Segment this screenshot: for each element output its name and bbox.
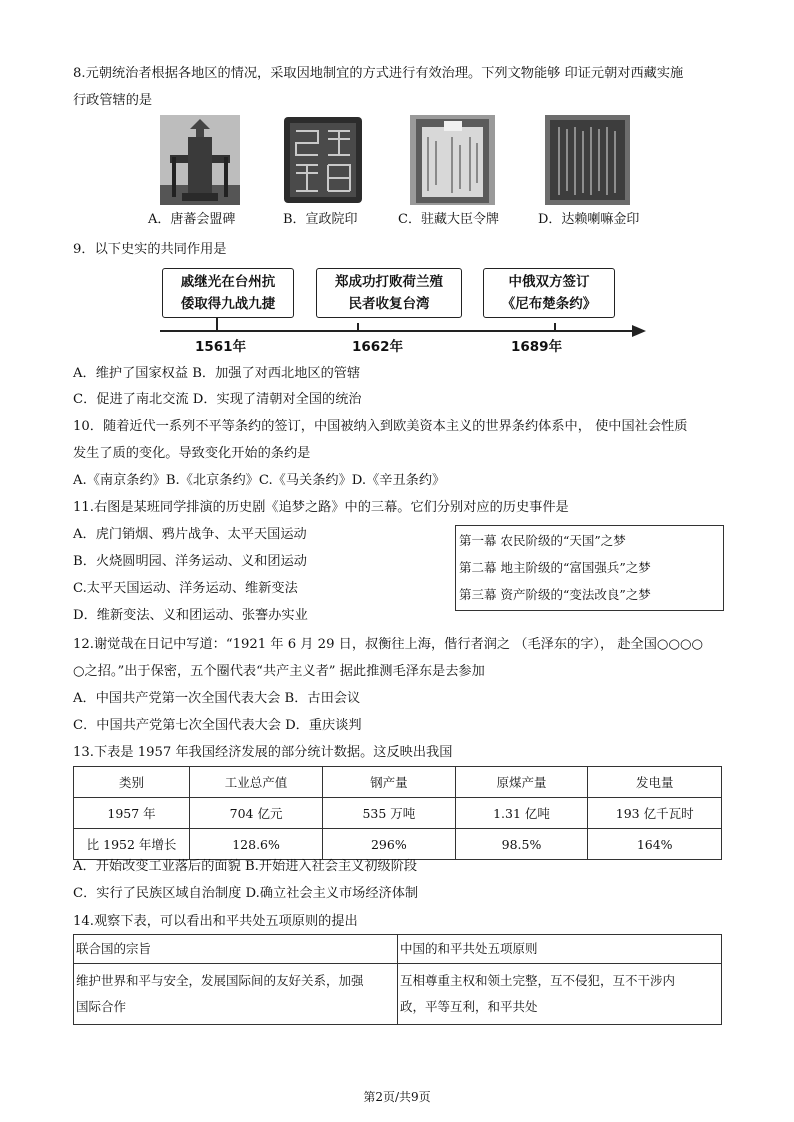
table-header-row [74,935,722,964]
principles-table [73,934,722,1025]
header-cell: 中国的和平共处五项原则 [397,935,721,964]
timeline-event-1 [162,268,294,318]
timeline-event-3 [483,268,615,318]
table-cell: 98.5% [455,829,588,860]
q14-stem: 14.观察下表，可以看出和平共处五项原则的提出 [73,914,358,929]
event-1-line2: 倭取得九战九捷 [180,296,276,312]
q9-options-cd: C．促进了南北交流 D．实现了清朝对全国的统治 [73,392,362,407]
principles-line1: 互相尊重主权和领土完整，互不侵犯，互不干涉内 [399,973,675,988]
q9-options-ab: A．维护了国家权益 B．加强了对西北地区的管辖 [73,366,361,381]
year-label-1561: 1561年 [195,339,247,355]
page-number: 第2页/共9页 [363,1090,431,1104]
q12-options-cd: C．中国共产党第七次全国代表大会 D．重庆谈判 [73,718,362,733]
q11-stem: 11.右图是某班同学排演的历史剧《追梦之路》中的三幕。它们分别对应的历史事件是 [73,500,569,515]
table-cell: 1957 年 [74,798,190,829]
q11-option-b: B．火烧圆明园、洋务运动、义和团运动 [73,554,307,569]
table-cell: 704 亿元 [190,798,323,829]
q11-option-d: D．维新变法、义和团运动、张謇办实业 [73,608,308,623]
q8-option-a: A．唐蕃会盟碑 [148,212,236,227]
q11-option-c: C.太平天国运动、洋务运动、维新变法 [73,581,298,596]
q13-options-ab: A．开始改变工业落后的面貌 B.开始进入社会主义初级阶段 [73,859,418,874]
q12-stem-line1: 12.谢觉哉在日记中写道：“1921 年 6 月 29 日，叔衡往上海，偕行者润之 （毛泽东的字）， 赴全国○○○○ [73,637,703,652]
header-cell: 类别 [74,767,190,798]
act-2: 第二幕 地主阶级的“富国强兵”之梦 [459,560,651,575]
q8-stem-line2: 行政管辖的是 [73,93,153,108]
year-label-1662: 1662年 [352,339,404,355]
resident-official-tablet-image [410,115,495,205]
table-row [74,964,722,1025]
q8-option-d: D．达赖喇嘛金印 [538,212,640,227]
q13-options-cd: C．实行了民族区域自治制度 D.确立社会主义市场经济体制 [73,886,419,901]
timeline-event-2 [316,268,462,318]
table-cell [74,964,398,1025]
drama-acts-box [455,525,724,611]
q10-options: A.《南京条约》B.《北京条约》C.《马关条约》D.《辛丑条约》 [73,473,446,488]
un-purpose-line2: 国际合作 [76,999,127,1014]
event-3-line2: 《尼布楚条约》 [501,296,597,312]
q8-option-c: C．驻藏大臣令牌 [398,212,499,227]
q10-stem-line2: 发生了质的变化。导致变化开始的条约是 [73,446,311,461]
header-cell: 发电量 [588,767,722,798]
q9-stem: 9．以下史实的共同作用是 [73,242,227,257]
principles-line2: 政，平等互利，和平共处 [399,999,538,1014]
table-cell: 164% [588,829,722,860]
header-cell: 联合国的宗旨 [74,935,398,964]
q12-stem-line2: ○之招。”出于保密，五个圈代表“共产主义者” 据此推测毛泽东是去参加 [73,664,485,679]
year-label-1689: 1689年 [511,339,563,355]
q10-stem-line1: 10．随着近代一系列不平等条约的签订，中国被纳入到欧美资本主义的世界条约体系中， 使中国社会性质 [73,419,688,434]
table-cell [397,964,721,1025]
event-1-line1: 戚继光在台州抗 [180,274,276,290]
table-cell: 535 万吨 [323,798,456,829]
q8-stem-line1: 8.元朝统治者根据各地区的情况，采取因地制宜的方式进行有效治理。下列文物能够 印证元朝对西藏实施 [73,66,684,81]
un-purpose-line1: 维护世界和平与安全，发展国际间的友好关系，加强 [76,973,364,988]
header-cell: 原煤产量 [455,767,588,798]
event-3-line1: 中俄双方签订 [508,274,590,290]
q13-stem: 13.下表是 1957 年我国经济发展的部分统计数据。这反映出我国 [73,745,453,760]
header-cell: 工业总产值 [190,767,323,798]
table-cell: 296% [323,829,456,860]
economy-stats-table [73,766,722,860]
table-cell: 1.31 亿吨 [455,798,588,829]
header-cell: 钢产量 [323,767,456,798]
table-cell: 193 亿千瓦时 [588,798,722,829]
act-3: 第三幕 资产阶级的“变法改良”之梦 [459,587,651,602]
q11-option-a: A．虎门销烟、鸦片战争、太平天国运动 [73,527,307,542]
q12-options-ab: A．中国共产党第一次全国代表大会 B．古田会议 [73,691,361,706]
act-1: 第一幕 农民阶级的“天国”之梦 [459,533,626,548]
table-cell: 128.6% [190,829,323,860]
q8-option-b: B．宣政院印 [283,212,358,227]
tang-tibet-stele-image [160,115,240,205]
xuanzheng-yuan-seal-image [282,115,364,205]
table-header-row [74,767,722,798]
table-cell: 比 1952 年增长 [74,829,190,860]
table-row [74,798,722,829]
event-2-line2: 民者收复台湾 [348,296,430,312]
dalai-lama-gold-seal-image [545,115,630,205]
event-2-line1: 郑成功打败荷兰殖 [335,274,443,290]
